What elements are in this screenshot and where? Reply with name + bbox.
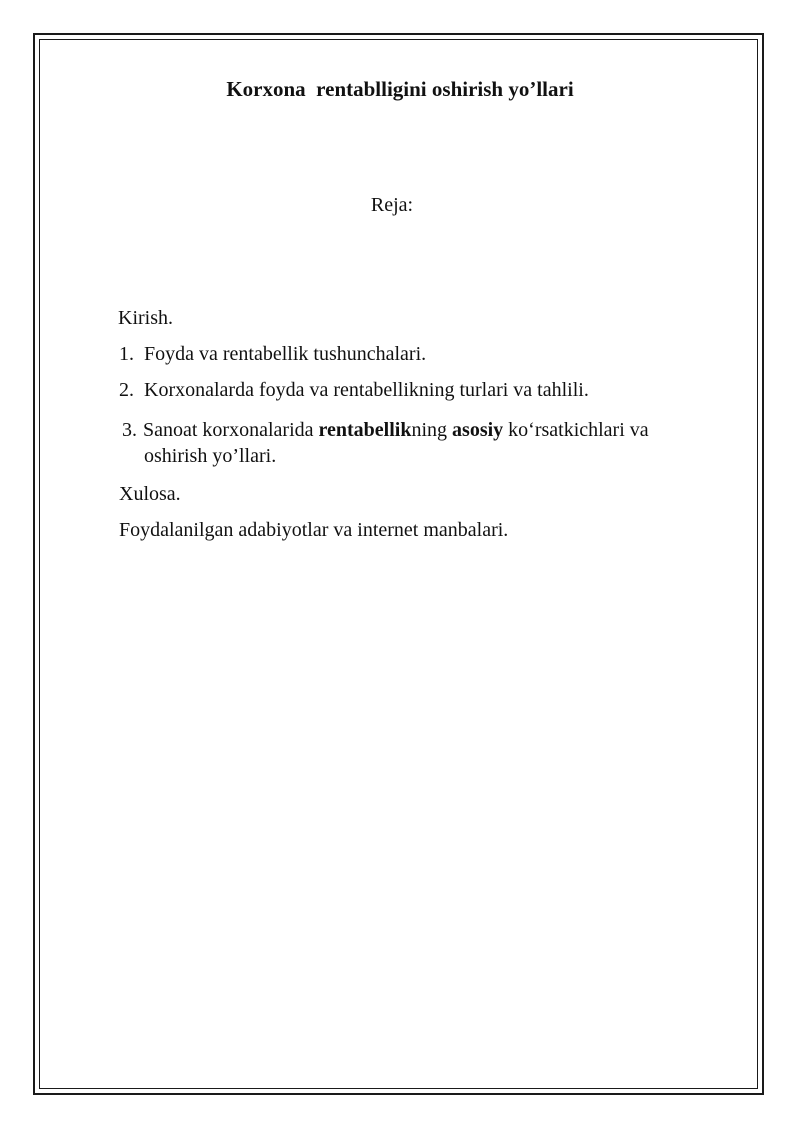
list-item-text: Korxonalarda foyda va rentabellikning turlari va tahlili. bbox=[144, 379, 589, 401]
plan-heading: Reja: bbox=[370, 194, 414, 216]
list-item-text-continuation: oshirish yo’llari. bbox=[144, 445, 277, 467]
list-item-text: Sanoat korxonalarida rentabellikning asosiy ko‘rsatkichlari va bbox=[143, 419, 649, 441]
sources-line: Foydalanilgan adabiyotlar va internet manbalari. bbox=[119, 519, 509, 541]
conclusion-line: Xulosa. bbox=[119, 483, 181, 505]
document-title: Korxona rentablligini oshirish yo’llari bbox=[226, 77, 574, 101]
list-item-number: 3. bbox=[122, 419, 137, 441]
list-item-number: 1. bbox=[119, 343, 134, 365]
intro-line: Kirish. bbox=[118, 307, 173, 329]
list-item-text: Foyda va rentabellik tushunchalari. bbox=[144, 343, 427, 365]
list-item-number: 2. bbox=[119, 379, 134, 401]
